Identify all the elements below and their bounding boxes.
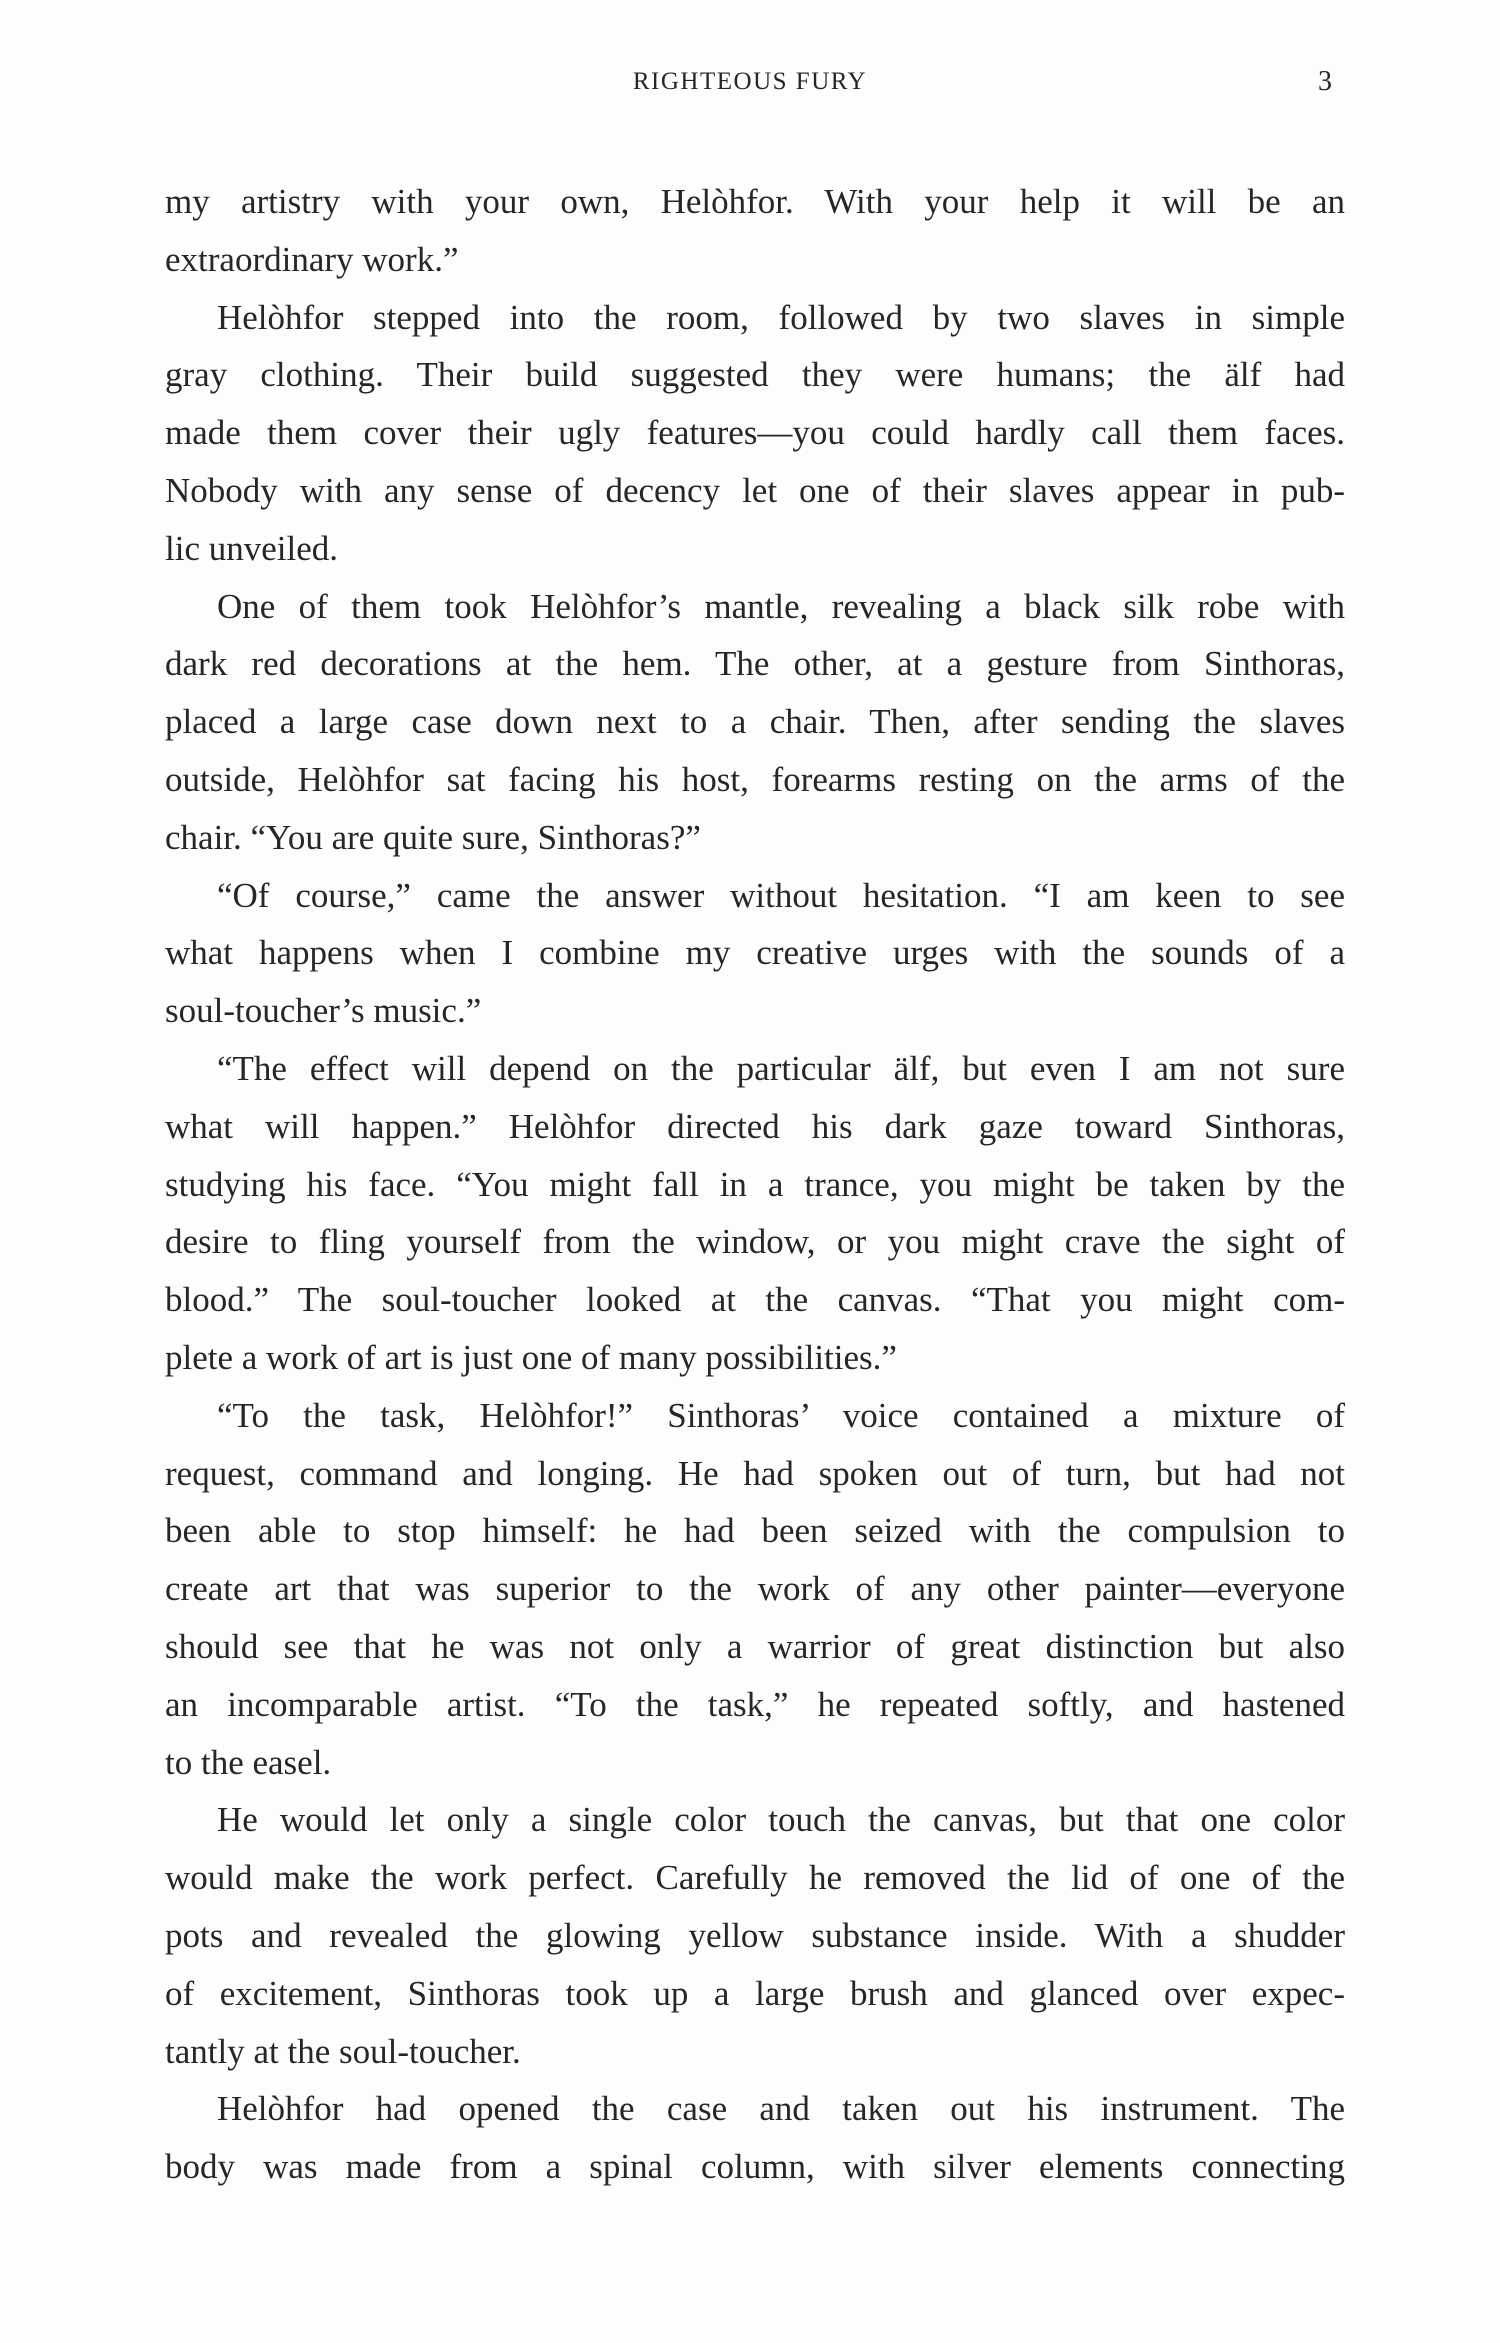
text-line: Helòhfor stepped into the room, followed by two slaves in simple bbox=[217, 297, 1345, 337]
text-line: “The effect will depend on the particular älf, but even I am not sure bbox=[217, 1048, 1345, 1088]
text-line: “Of course,” came the answer without hesitation. “I am keen to see bbox=[217, 875, 1345, 915]
text-line: been able to stop himself: he had been seized with the compulsion to bbox=[165, 1511, 1345, 1551]
paragraph bbox=[165, 1387, 1345, 1792]
text-line: would make the work perfect. Carefully he removed the lid of one of the bbox=[165, 1858, 1345, 1898]
text-line: soul-toucher’s music.” bbox=[165, 991, 482, 1031]
text-line: to the easel. bbox=[165, 1742, 332, 1782]
text-line: an incomparable artist. “To the task,” he repeated softly, and hastened bbox=[165, 1684, 1345, 1724]
text-line: of excitement, Sinthoras took up a large brush and glanced over expec- bbox=[165, 1973, 1345, 2013]
body-text bbox=[165, 173, 1345, 2196]
text-line: lic unveiled. bbox=[165, 528, 339, 568]
paragraph bbox=[165, 2080, 1345, 2196]
text-line: desire to fling yourself from the window, or you might crave the sight of bbox=[165, 1222, 1345, 1262]
text-line: create art that was superior to the work of any other painter—everyone bbox=[165, 1569, 1345, 1609]
text-line: made them cover their ugly features—you could hardly call them faces. bbox=[165, 413, 1345, 453]
text-line: blood.” The soul-toucher looked at the canvas. “That you might com- bbox=[165, 1280, 1345, 1320]
text-line: body was made from a spinal column, with silver elements connecting bbox=[165, 2147, 1345, 2187]
text-line: “To the task, Helòhfor!” Sinthoras’ voice contained a mixture of bbox=[217, 1395, 1345, 1435]
text-line: dark red decorations at the hem. The other, at a gesture from Sinthoras, bbox=[165, 644, 1345, 684]
paragraph bbox=[165, 1791, 1345, 2080]
text-line: plete a work of art is just one of many possibilities.” bbox=[165, 1337, 897, 1377]
text-line: He would let only a single color touch the canvas, but that one color bbox=[217, 1800, 1345, 1840]
paragraph bbox=[165, 578, 1345, 867]
text-line: what happens when I combine my creative urges with the sounds of a bbox=[165, 933, 1345, 973]
text-line: extraordinary work.” bbox=[165, 239, 459, 279]
text-line: placed a large case down next to a chair. Then, after sending the slaves bbox=[165, 702, 1345, 742]
paragraph bbox=[165, 1040, 1345, 1387]
text-line: request, command and longing. He had spoken out of turn, but had not bbox=[165, 1453, 1345, 1493]
text-line: what will happen.” Helòhfor directed his dark gaze toward Sinthoras, bbox=[165, 1106, 1345, 1146]
text-line: One of them took Helòhfor’s mantle, revealing a black silk robe with bbox=[217, 586, 1345, 626]
paragraph bbox=[165, 867, 1345, 1040]
text-line: Nobody with any sense of decency let one of their slaves appear in pub- bbox=[165, 470, 1345, 510]
text-line: should see that he was not only a warrior of great distinction but also bbox=[165, 1626, 1345, 1666]
running-head: RIGHTEOUS FURY bbox=[632, 68, 868, 95]
text-line: chair. “You are quite sure, Sinthoras?” bbox=[165, 817, 701, 857]
text-line: studying his face. “You might fall in a trance, you might be taken by the bbox=[165, 1164, 1345, 1204]
text-line: outside, Helòhfor sat facing his host, forearms resting on the arms of the bbox=[165, 759, 1345, 799]
text-line: gray clothing. Their build suggested they were humans; the älf had bbox=[165, 355, 1345, 395]
text-line: pots and revealed the glowing yellow substance inside. With a shudder bbox=[165, 1915, 1345, 1955]
text-line: tantly at the soul-toucher. bbox=[165, 2031, 521, 2071]
page-number: 3 bbox=[1318, 66, 1332, 97]
paragraph bbox=[165, 173, 1345, 289]
text-line: Helòhfor had opened the case and taken out his instrument. The bbox=[217, 2089, 1345, 2129]
paragraph bbox=[165, 289, 1345, 578]
text-line: my artistry with your own, Helòhfor. With your help it will be an bbox=[165, 182, 1345, 221]
